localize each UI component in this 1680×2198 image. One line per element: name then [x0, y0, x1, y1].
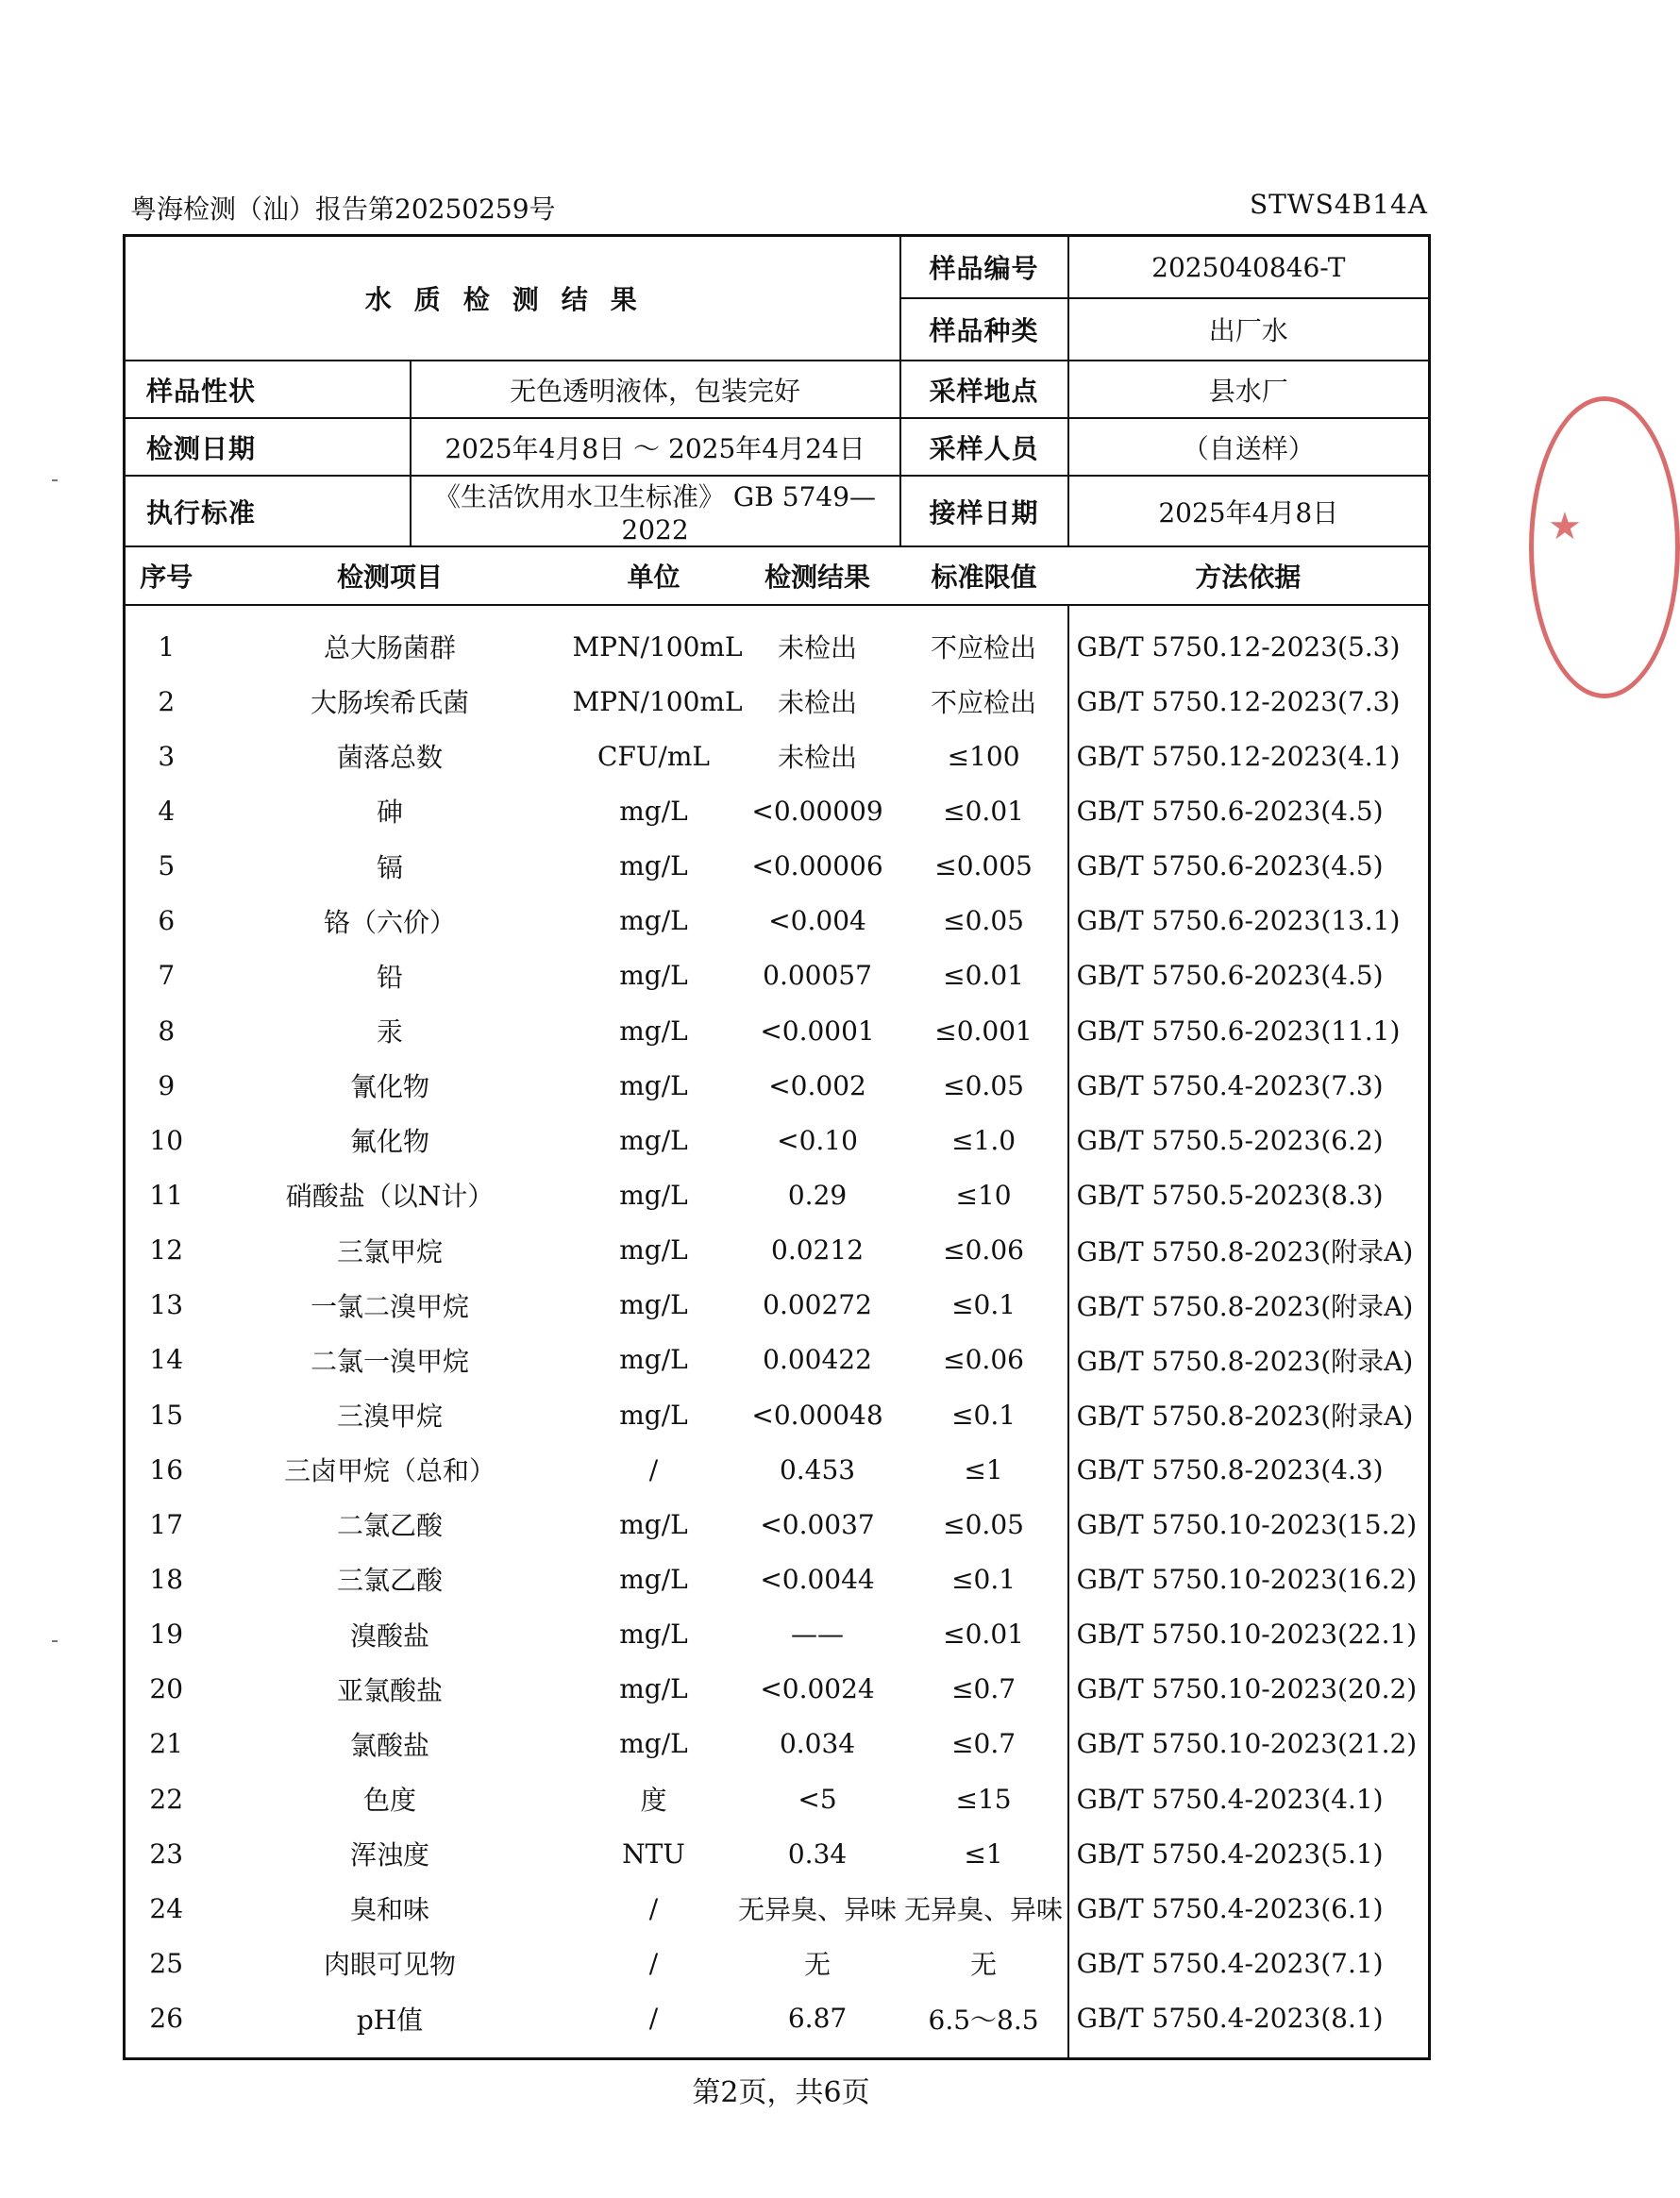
- table-row: [125, 1936, 1430, 1990]
- row-unit: mg/L: [619, 1508, 688, 1540]
- row-limit: ≤0.06: [943, 1234, 1024, 1267]
- row-method: GB/T 5750.4-2023(7.3): [1068, 1058, 1430, 1113]
- table-row: [125, 1278, 1430, 1333]
- data-rows: [125, 605, 1430, 2058]
- row-item: 二氯乙酸: [336, 1510, 443, 1542]
- row-number: 19: [125, 1607, 208, 1662]
- seal-star-icon: ★: [1548, 505, 1582, 548]
- row-unit: mg/L: [619, 1124, 688, 1156]
- receive-date-value: 2025年4月8日: [1068, 476, 1430, 546]
- row-number: 22: [125, 1771, 208, 1826]
- row-unit: mg/L: [619, 1179, 688, 1211]
- col-header-method: 方法依据: [1068, 546, 1430, 605]
- row-result: 0.0212: [771, 1234, 865, 1267]
- row-method: GB/T 5750.12-2023(4.1): [1068, 729, 1430, 783]
- row-limit: ≤1: [964, 1453, 1003, 1485]
- row-method: GB/T 5750.4-2023(8.1): [1068, 1991, 1430, 2059]
- row-result: <0.0044: [760, 1563, 875, 1595]
- table-row: [125, 1223, 1430, 1278]
- row-method: GB/T 5750.12-2023(7.3): [1068, 674, 1430, 729]
- col-header-unit: 单位: [573, 546, 735, 605]
- row-limit: ≤0.1: [951, 1289, 1016, 1321]
- table-row: [125, 894, 1430, 948]
- row-method: GB/T 5750.6-2023(13.1): [1068, 894, 1430, 948]
- row-number: 8: [125, 1003, 208, 1058]
- row-result: <5: [798, 1783, 837, 1815]
- row-method: GB/T 5750.12-2023(5.3): [1068, 605, 1430, 674]
- row-number: 2: [125, 674, 208, 729]
- row-method: GB/T 5750.10-2023(16.2): [1068, 1552, 1430, 1606]
- row-result: <0.00006: [751, 850, 883, 882]
- row-unit: mg/L: [619, 850, 688, 882]
- row-unit: MPN/100mL: [572, 685, 743, 717]
- row-result: <0.00048: [751, 1399, 883, 1431]
- row-method: GB/T 5750.10-2023(22.1): [1068, 1607, 1430, 1662]
- table-row: [125, 1826, 1430, 1881]
- row-method: GB/T 5750.8-2023(4.3): [1068, 1442, 1430, 1497]
- row-number: 13: [125, 1278, 208, 1333]
- row-item: 三卤甲烷（总和）: [283, 1455, 496, 1487]
- row-limit: ≤0.7: [951, 1728, 1016, 1760]
- col-header-limit: 标准限值: [900, 546, 1068, 605]
- row-unit: /: [648, 1453, 659, 1485]
- row-limit: ≤0.7: [951, 1673, 1016, 1705]
- page-title: 水质检测结果: [125, 236, 900, 361]
- row-method: GB/T 5750.10-2023(20.2): [1068, 1662, 1430, 1717]
- test-date-value: 2025年4月8日 ～ 2025年4月24日: [411, 418, 900, 476]
- row-limit: ≤0.06: [943, 1344, 1024, 1376]
- row-unit: mg/L: [619, 1234, 688, 1267]
- row-limit: 不应检出: [931, 632, 1037, 664]
- row-number: 16: [125, 1442, 208, 1497]
- row-limit: ≤0.05: [943, 905, 1024, 937]
- row-method: GB/T 5750.4-2023(5.1): [1068, 1826, 1430, 1881]
- table-row: [125, 783, 1430, 838]
- row-number: 6: [125, 894, 208, 948]
- row-limit: 无: [970, 1949, 998, 1981]
- row-result: <0.0001: [760, 1015, 875, 1047]
- row-limit: ≤1: [964, 1837, 1003, 1870]
- standard-value: 《生活饮用水卫生标准》 GB 5749—2022: [411, 476, 900, 546]
- row-unit: MPN/100mL: [572, 630, 743, 663]
- table-row: [125, 1497, 1430, 1552]
- table-row: [125, 1607, 1430, 1662]
- row-method: GB/T 5750.10-2023(21.2): [1068, 1717, 1430, 1771]
- row-limit: ≤0.05: [943, 1069, 1024, 1101]
- table-row: [125, 839, 1430, 894]
- row-result: 0.034: [779, 1728, 856, 1760]
- row-item: 镉: [376, 851, 403, 883]
- row-number: 4: [125, 783, 208, 838]
- sample-no-value: 2025040846-T: [1068, 236, 1430, 299]
- table-row: [125, 1881, 1430, 1936]
- row-unit: mg/L: [619, 1289, 688, 1321]
- table-row: [125, 1442, 1430, 1497]
- row-unit: mg/L: [619, 960, 688, 992]
- sample-type-value: 出厂水: [1068, 298, 1430, 361]
- row-unit: mg/L: [619, 1728, 688, 1760]
- row-limit: ≤0.001: [934, 1015, 1033, 1047]
- row-method: GB/T 5750.4-2023(7.1): [1068, 1936, 1430, 1990]
- row-item: 臭和味: [349, 1894, 429, 1926]
- table-row: [125, 1167, 1430, 1222]
- row-limit: ≤0.1: [951, 1563, 1016, 1595]
- row-number: 14: [125, 1333, 208, 1387]
- row-unit: mg/L: [619, 1619, 688, 1651]
- row-unit: mg/L: [619, 1563, 688, 1595]
- row-number: 7: [125, 948, 208, 1003]
- row-limit: ≤0.01: [943, 795, 1024, 827]
- row-limit: ≤10: [955, 1179, 1012, 1211]
- site-value: 县水厂: [1068, 361, 1430, 418]
- row-item: 砷: [376, 797, 403, 829]
- row-unit: mg/L: [619, 1344, 688, 1376]
- row-result: <0.002: [768, 1069, 866, 1101]
- row-unit: mg/L: [619, 1399, 688, 1431]
- row-result: 0.453: [779, 1453, 856, 1485]
- sample-type-label: 样品种类: [900, 298, 1068, 361]
- row-item: 三氯甲烷: [336, 1235, 443, 1267]
- column-header-row: [125, 546, 1430, 605]
- sample-no-label: 样品编号: [900, 236, 1068, 299]
- row-unit: mg/L: [619, 905, 688, 937]
- row-method: GB/T 5750.4-2023(6.1): [1068, 1881, 1430, 1936]
- row-number: 11: [125, 1167, 208, 1222]
- table-row: [125, 729, 1430, 783]
- form-code: STWS4B14A: [1249, 189, 1428, 220]
- row-limit: 无异臭、异味: [904, 1894, 1064, 1926]
- page-number: 第2页，共6页: [692, 2076, 870, 2109]
- table-row: [125, 1003, 1430, 1058]
- row-item: 铬（六价）: [323, 906, 456, 938]
- table-row: [125, 1771, 1430, 1826]
- table-row: [125, 605, 1430, 674]
- row-method: GB/T 5750.6-2023(11.1): [1068, 1003, 1430, 1058]
- table-row: [125, 1113, 1430, 1167]
- row-item: 亚氯酸盐: [336, 1674, 443, 1706]
- site-label: 采样地点: [900, 361, 1068, 418]
- row-item: 菌落总数: [336, 742, 443, 774]
- row-result: 无: [804, 1949, 832, 1981]
- test-date-label: 检测日期: [125, 418, 411, 476]
- row-number: 26: [125, 1991, 208, 2059]
- row-result: 6.87: [735, 1991, 900, 2059]
- row-unit: CFU/mL: [596, 740, 711, 772]
- row-item: 浑浊度: [349, 1839, 429, 1871]
- row-unit: /: [648, 1947, 659, 1979]
- row-method: GB/T 5750.8-2023(附录A): [1068, 1333, 1430, 1387]
- row-item: 二氯一溴甲烷: [310, 1345, 469, 1377]
- row-result: 0.29: [787, 1179, 848, 1211]
- row-item: 铅: [376, 961, 403, 993]
- row-item: 氯酸盐: [349, 1729, 429, 1761]
- row-method: GB/T 5750.5-2023(8.3): [1068, 1167, 1430, 1222]
- row-method: GB/T 5750.5-2023(6.2): [1068, 1113, 1430, 1167]
- row-unit: mg/L: [619, 1673, 688, 1705]
- row-result: 无异臭、异味: [738, 1894, 898, 1926]
- row-number: 21: [125, 1717, 208, 1771]
- col-header-result: 检测结果: [735, 546, 900, 605]
- row-limit: 6.5～8.5: [900, 1991, 1068, 2059]
- row-item: 三氯乙酸: [336, 1565, 443, 1597]
- sampler-label: 采样人员: [900, 418, 1068, 476]
- row-limit: ≤0.005: [934, 850, 1033, 882]
- row-method: GB/T 5750.4-2023(4.1): [1068, 1771, 1430, 1826]
- row-number: 12: [125, 1223, 208, 1278]
- row-result: 0.00272: [763, 1289, 872, 1321]
- row-item: 三溴甲烷: [336, 1401, 443, 1433]
- table-row: [125, 1058, 1430, 1113]
- row-unit: mg/L: [619, 1069, 688, 1101]
- row-number: 23: [125, 1826, 208, 1881]
- row-limit: ≤15: [955, 1783, 1012, 1815]
- row-number: 25: [125, 1936, 208, 1990]
- row-item: 氰化物: [349, 1071, 429, 1103]
- sample-desc-label: 样品性状: [125, 361, 411, 418]
- table-row: [125, 1717, 1430, 1771]
- row-limit: ≤0.01: [943, 960, 1024, 992]
- scan-mark: [52, 1640, 58, 1642]
- row-item: 硝酸盐（以N计）: [285, 1181, 495, 1213]
- row-method: GB/T 5750.10-2023(15.2): [1068, 1497, 1430, 1552]
- table-row: [125, 674, 1430, 729]
- table-row: [125, 948, 1430, 1003]
- col-header-no: 序号: [125, 546, 208, 605]
- row-unit: mg/L: [619, 795, 688, 827]
- row-result: 未检出: [778, 632, 858, 664]
- row-limit: 不应检出: [931, 687, 1037, 719]
- row-number: 20: [125, 1662, 208, 1717]
- row-result: 未检出: [778, 687, 858, 719]
- row-unit: NTU: [622, 1837, 685, 1870]
- row-result: <0.004: [768, 905, 866, 937]
- table-row: [125, 1333, 1430, 1387]
- row-number: 5: [125, 839, 208, 894]
- row-limit: ≤0.05: [943, 1508, 1024, 1540]
- results-table: [123, 234, 1431, 2060]
- row-result: 未检出: [778, 742, 858, 774]
- sample-desc-value: 无色透明液体，包装完好: [411, 361, 900, 418]
- row-result: <0.10: [777, 1124, 858, 1156]
- row-unit: /: [648, 1892, 659, 1924]
- row-method: GB/T 5750.6-2023(4.5): [1068, 948, 1430, 1003]
- row-number: 17: [125, 1497, 208, 1552]
- row-limit: ≤0.1: [951, 1399, 1016, 1431]
- row-unit: /: [573, 1991, 735, 2059]
- row-result: ——: [791, 1619, 845, 1651]
- row-limit: ≤1.0: [951, 1124, 1016, 1156]
- row-limit: ≤0.01: [943, 1619, 1024, 1651]
- row-method: GB/T 5750.6-2023(4.5): [1068, 783, 1430, 838]
- row-number: 10: [125, 1113, 208, 1167]
- row-item: 肉眼可见物: [323, 1949, 456, 1981]
- row-item: 汞: [376, 1016, 403, 1049]
- row-item: pH值: [208, 1991, 573, 2059]
- row-item: 色度: [362, 1785, 416, 1817]
- table-row: [125, 1662, 1430, 1717]
- row-number: 24: [125, 1881, 208, 1936]
- row-method: GB/T 5750.8-2023(附录A): [1068, 1223, 1430, 1278]
- row-result: <0.0037: [760, 1508, 875, 1540]
- col-header-item: 检测项目: [208, 546, 573, 605]
- row-unit: 度: [640, 1785, 667, 1817]
- row-limit: ≤100: [947, 740, 1020, 772]
- sampler-value: （自送样）: [1068, 418, 1430, 476]
- table-row: [125, 1552, 1430, 1606]
- report-number: 粤海检测（汕）报告第20250259号: [130, 193, 556, 225]
- row-result: <0.0024: [760, 1673, 875, 1705]
- row-number: 1: [125, 605, 208, 674]
- row-unit: mg/L: [619, 1015, 688, 1047]
- row-method: GB/T 5750.8-2023(附录A): [1068, 1387, 1430, 1442]
- row-method: GB/T 5750.8-2023(附录A): [1068, 1278, 1430, 1333]
- row-item: 一氯二溴甲烷: [310, 1290, 469, 1322]
- row-number: 18: [125, 1552, 208, 1606]
- row-method: GB/T 5750.6-2023(4.5): [1068, 839, 1430, 894]
- row-number: 9: [125, 1058, 208, 1113]
- row-item: 大肠埃希氏菌: [310, 687, 469, 719]
- row-result: 0.34: [787, 1837, 848, 1870]
- row-result: 0.00057: [763, 960, 872, 992]
- row-result: <0.00009: [751, 795, 883, 827]
- scan-mark: [52, 479, 58, 481]
- row-number: 15: [125, 1387, 208, 1442]
- row-number: 3: [125, 729, 208, 783]
- standard-label: 执行标准: [125, 476, 411, 546]
- row-item: 氟化物: [349, 1126, 429, 1158]
- receive-date-label: 接样日期: [900, 476, 1068, 546]
- table-row: [125, 1387, 1430, 1442]
- row-item: 溴酸盐: [349, 1619, 429, 1652]
- row-item: 总大肠菌群: [323, 632, 456, 664]
- row-result: 0.00422: [763, 1344, 872, 1376]
- table-row: [125, 1991, 1430, 2059]
